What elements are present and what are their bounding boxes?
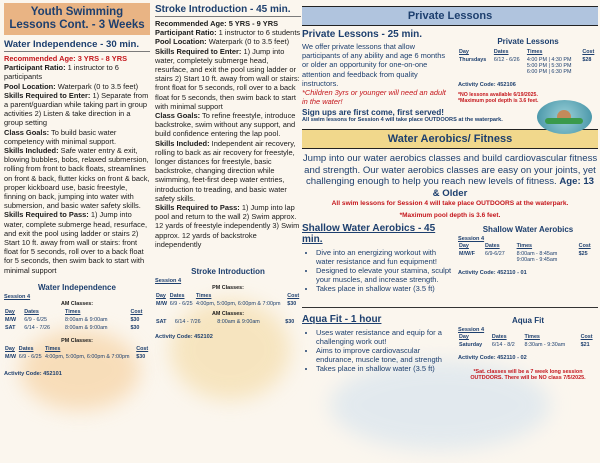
depth-note: *Maximum pool depth is 3.6 feet.: [458, 98, 539, 104]
private-description: We offer private lessons that allow participants of any ability and age 6 months or older an opportunity for one-on-one attention and feedback from quality instructors.: [302, 42, 446, 88]
no-lessons-note: *NO lessons available 6/19/2025.: [458, 92, 538, 98]
schedule-table: [155, 318, 301, 326]
swimmer-photo: [537, 100, 592, 134]
table-row: SAT 6/14 - 7/26 8:00am & 9:00am $30: [156, 319, 295, 326]
recommended-age: Recommended Age: 5 YRS - 9 YRS: [155, 19, 279, 28]
private-note: *Children 3yrs or younger will need an adult in the water!: [302, 88, 446, 107]
am-schedule-table: Day Dates Times Cost M/W 6/9 - 6/25 8:00am & 9:00am $30 SAT 6/14 - 7/26 8:00am & 9:00am $30: [4, 308, 150, 332]
signup-note: Sign ups are first come, first served!: [302, 108, 444, 118]
session-label: Session 4: [458, 236, 485, 243]
aquafit-section: [302, 314, 598, 381]
column-stroke-introduction: [155, 0, 301, 340]
pool-noodle: [545, 118, 583, 124]
list-item: • Uses water resistance and equip for a challenging work out!: [316, 328, 454, 346]
recommended-age: Recommended Age: 3 YRS - 8 YRS: [4, 54, 128, 63]
table-row: M/W 6/9 - 6/25 4:00pm, 5:00pm, 6:00pm & 7:00pm $30: [156, 301, 297, 308]
column-private-and-aerobics: [302, 0, 598, 381]
schedule-title: Water Independence: [38, 282, 116, 292]
session-label: Session 4: [155, 278, 182, 285]
class-title: Stroke Introduction - 45 min.: [155, 4, 301, 17]
list-item: • Takes place in shallow water (3.5 ft): [316, 284, 454, 293]
activity-code: Activity Code: 452110 - 02: [458, 355, 527, 362]
table-row: M/W/F 6/9-6/27 8:00am - 8:45am 9:00am - 9:45am $25: [459, 251, 588, 264]
am-classes-label: AM Classes:: [60, 300, 94, 307]
aerobics-depth-note: *Maximum pool depth is 3.6 feet.: [399, 212, 501, 220]
aquafit-title: Aqua Fit - 1 hour: [302, 314, 382, 326]
class-description: Recommended Age: 3 YRS - 8 YRS Participant Ratio: 1 instructor to 6 participants Pool Location: Waterpark (0 to 3.5 feet) Skills Required to Enter: 1) Separate from a parent/guardian while taking part in group activities 2) Listen & take direction in a group setting Class Goals: To build basic water competency with minimal support. Skills Included: Safe water entry & exit, blowing bubbles, bobs, relaxed submersion, rolling from front to back floats, streamlines on front & back, flutter kicks on front & back, proper kickboard use, basic freestyle, finning on back, jumping into water with submersion, and basic water safety skills. Skills Required to Pass: 1) Jump into water, complete submerge head, resurface, and exit the pool using ladder or stairs 2) Start 10 ft. away from wall or stairs: front float for 5 seconds, roll over to a back float for 5 seconds, then swim back to start with minimal support: [4, 54, 150, 275]
private-lessons-section: [302, 29, 598, 106]
shallow-bullets: [302, 248, 454, 293]
schedule-title: Aqua Fit: [512, 316, 544, 326]
list-item: • Takes place in shallow water (3.5 ft): [316, 364, 454, 373]
pm-classes-label: PM Classes:: [61, 337, 93, 344]
aquafit-schedule-table: Day Dates Times Cost Saturday 6/14 - 8/2 8:30am - 9:30am $21: [458, 333, 598, 349]
session-label: Session 4: [458, 327, 485, 334]
private-title: Private Lessons - 25 min.: [302, 29, 423, 40]
aquafit-bullets: [302, 328, 454, 373]
aerobics-outdoor-note: All swim lessons for Session 4 will take place OUTDOORS at the waterpark.: [331, 200, 569, 208]
list-item: • Aims to improve cardiovascular endurance, muscle tone, and strength: [316, 346, 454, 364]
column-water-independence: [4, 0, 150, 377]
schedule-title: Shallow Water Aerobics: [482, 225, 574, 235]
aerobics-description: Jump into our water aerobics classes and build cardiovascular fitness and strength. Our water aerobics classes are easy on your joints, yet challenging enough to help you reach new levels of fitness. Age: 13 & Older: [302, 153, 598, 199]
activity-code: Activity Code: 452110 - 01: [458, 270, 527, 277]
schedule-table: Day Dates Times Cost M/W 6/9 - 6/25 4:00pm, 5:00pm, 6:00pm & 7:00pm $30: [156, 293, 300, 308]
outdoor-note: All swim lessons for Session 4 will take place OUTDOORS at the waterpark.: [302, 117, 503, 124]
pm-schedule-table: Day Dates Times Cost M/W 6/9 - 6/25 4:00pm, 5:00pm, 6:00pm & 7:00pm $30: [5, 345, 149, 360]
shallow-aerobics-section: [302, 223, 598, 293]
table-row: Thursdays 6/12 - 6/26 4:00 PM | 4:30 PM 5:00 PM | 5:30 PM 6:00 PM | 6:30 PM $28: [459, 57, 592, 75]
table-row: M/W 6/9 - 6/25 4:00pm, 5:00pm, 6:00pm & 7:00pm $30: [5, 353, 146, 360]
table-row: SAT 6/14 - 7/26 8:00am & 9:00am $30: [5, 324, 140, 331]
private-lessons-header: Private Lessons: [302, 6, 598, 26]
session-label: Session 4: [4, 293, 31, 300]
class-description: Recommended Age: 5 YRS - 9 YRS Participant Ratio: 1 instructor to 6 students Pool Location: Waterpark (0 to 3.5 feet) Skills Required to Enter: 1) Jump into water, completely submerge head, resurface, and exit the pool using ladder or stairs 2) Start 10 ft. away from wall or stairs: front float for 5 seconds, roll over to a back float for 5 seconds, then swim back to start with minimal support Class Goals: To refine freestyle, introduce backstroke, swim without any support, and build confidence entering the lap pool. Skills Included: Independent air recovery, rolling to back as air recovery for freestyle, longer distances for freestyle, basic backstroke, changing direction while swimming, feet-first deep water entries, introduction to treading, and basic water safety skills. Skills Required to Pass: 1) Jump into lap pool and return to the wall 2) Swim approx. 12 yards of freestyle independently 3) Swim approx. 12 yards of backstroke independently: [155, 19, 301, 249]
list-item: • Dive into an energizing workout with water resistance and fun equipment!: [316, 248, 454, 266]
list-item: • Designed to elevate your stamina, sculpt your muscles, and increase strength.: [316, 266, 454, 284]
table-row: M/W 6/9 - 6/25 8:00am & 9:00am $30: [5, 316, 140, 323]
section-header: Youth Swimming Lessons Cont. - 3 Weeks: [4, 3, 150, 35]
activity-code: Activity Code: 452101: [4, 370, 62, 377]
am-classes-label: AM Classes:: [211, 311, 245, 318]
aerobics-header: Water Aerobics/ Fitness: [302, 129, 598, 149]
shallow-title: Shallow Water Aerobics - 45 min.: [302, 223, 436, 246]
table-row: Saturday 6/14 - 8/2 8:30am - 9:30am $21: [459, 342, 590, 349]
activity-code: Activity Code: 452102: [155, 334, 213, 341]
pm-classes-label: PM Classes:: [212, 285, 244, 292]
schedule-title: Private Lessons: [497, 37, 559, 46]
schedule-title: Stroke Introduction: [191, 267, 265, 277]
aquafit-note: *Sat. classes will be a 7 week long session OUTDOORS. There will be NO class 7/5/2025.: [470, 369, 586, 382]
class-title: Water Independence - 30 min.: [4, 39, 150, 52]
divider: [302, 307, 598, 308]
activity-code: Activity Code: 452106: [458, 82, 516, 88]
private-schedule-table: Day Dates Times Cost Thursdays 6/12 - 6/26 4:00 PM | 4:30 PM 5:00 PM | 5:30 PM 6:00 PM | 6:30 PM $28: [458, 48, 598, 76]
shallow-schedule-table: Day Dates Times Cost M/W/F 6/9-6/27 8:00am - 8:45am 9:00am - 9:45am $25: [458, 242, 598, 264]
